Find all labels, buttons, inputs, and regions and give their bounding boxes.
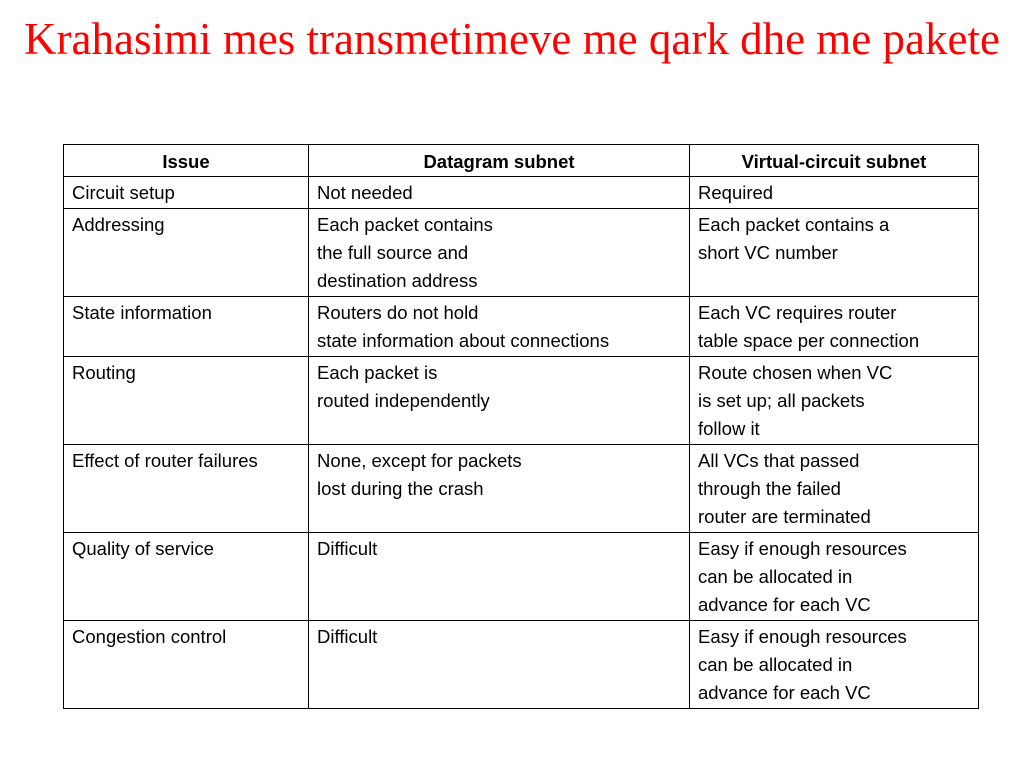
cell-datagram: None, except for packets lost during the crash [309, 445, 690, 533]
cell-datagram: Not needed [309, 177, 690, 209]
cell-issue: Quality of service [64, 533, 309, 621]
cell-virtual-circuit: All VCs that passed through the failed router are terminated [690, 445, 979, 533]
header-virtual-circuit-subnet: Virtual-circuit subnet [690, 145, 979, 177]
cell-virtual-circuit: Required [690, 177, 979, 209]
cell-issue: Circuit setup [64, 177, 309, 209]
cell-virtual-circuit: Easy if enough resources can be allocated in advance for each VC [690, 533, 979, 621]
cell-datagram: Difficult [309, 533, 690, 621]
cell-issue: Effect of router failures [64, 445, 309, 533]
table-header-row [64, 145, 979, 177]
header-issue: Issue [64, 145, 309, 177]
table-row [64, 357, 979, 445]
table-row [64, 445, 979, 533]
cell-virtual-circuit: Each VC requires router table space per connection [690, 297, 979, 357]
table-row [64, 209, 979, 297]
cell-datagram: Difficult [309, 621, 690, 709]
comparison-table [63, 144, 979, 709]
cell-datagram: Routers do not hold state information about connections [309, 297, 690, 357]
cell-virtual-circuit: Each packet contains a short VC number [690, 209, 979, 297]
cell-datagram: Each packet is routed independently [309, 357, 690, 445]
header-datagram-subnet: Datagram subnet [309, 145, 690, 177]
table-row [64, 533, 979, 621]
table-row [64, 621, 979, 709]
cell-virtual-circuit: Route chosen when VC is set up; all packets follow it [690, 357, 979, 445]
cell-virtual-circuit: Easy if enough resources can be allocated in advance for each VC [690, 621, 979, 709]
table-row [64, 177, 979, 209]
cell-issue: State information [64, 297, 309, 357]
cell-issue: Congestion control [64, 621, 309, 709]
cell-issue: Routing [64, 357, 309, 445]
slide-title: Krahasimi mes transmetimeve me qark dhe me pakete [24, 14, 1000, 64]
table-row [64, 297, 979, 357]
cell-datagram: Each packet contains the full source and destination address [309, 209, 690, 297]
cell-issue: Addressing [64, 209, 309, 297]
